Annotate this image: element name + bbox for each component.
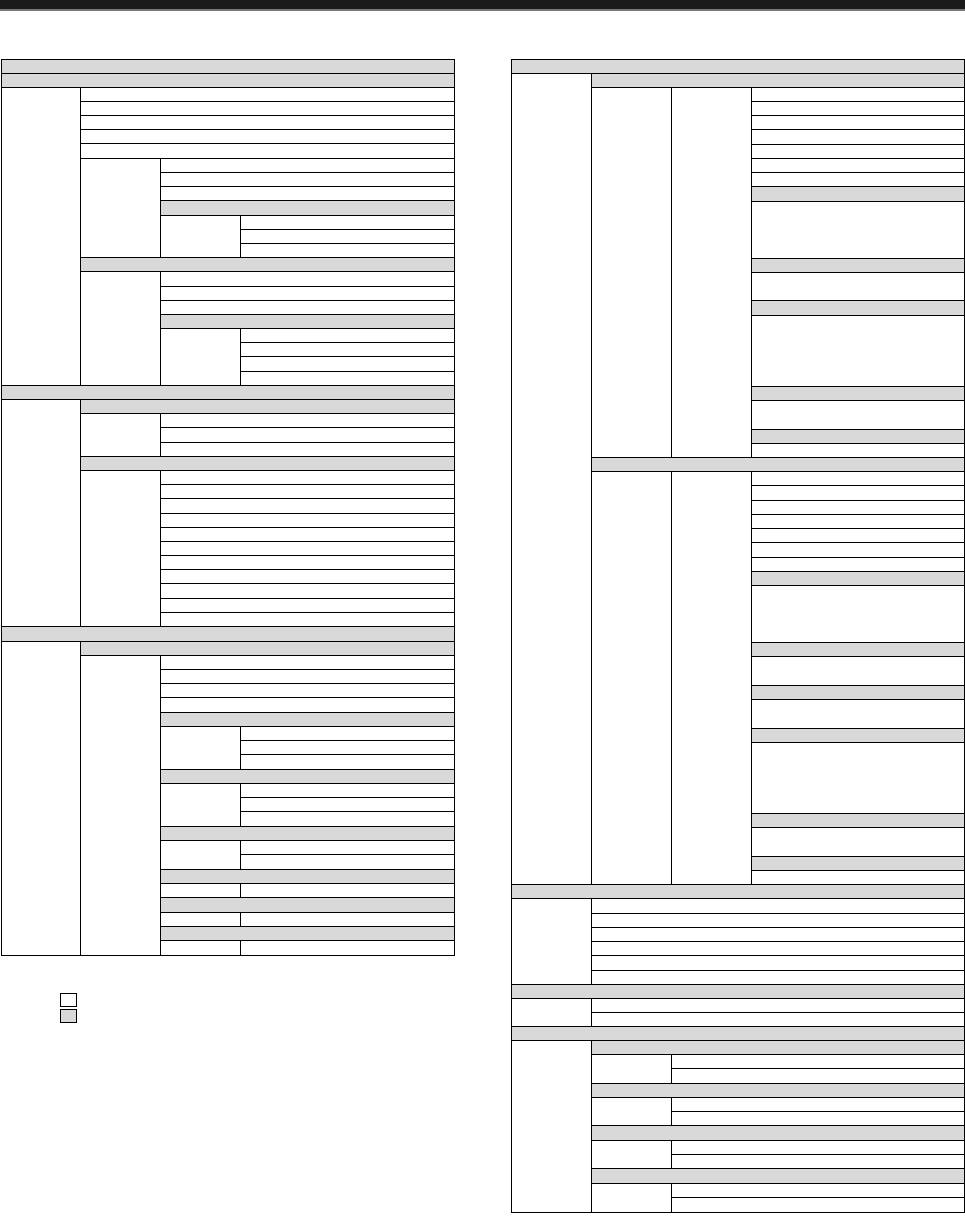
menu-item-row bbox=[240, 754, 455, 770]
menu-header-row bbox=[751, 186, 965, 202]
legend-swatch-header bbox=[60, 1009, 77, 1023]
menu-item-row bbox=[240, 783, 455, 798]
menu-item-row bbox=[160, 300, 455, 315]
menu-group-cell bbox=[1, 399, 81, 627]
menu-header-row bbox=[591, 457, 965, 472]
menu-item-row bbox=[160, 612, 455, 627]
menu-header-row bbox=[751, 571, 965, 586]
menu-item-row bbox=[160, 470, 455, 485]
header-rule bbox=[0, 9, 965, 11]
menu-group-cell bbox=[1, 641, 81, 956]
menu-item-row bbox=[160, 598, 455, 613]
menu-item-row bbox=[80, 115, 455, 130]
menu-item-row bbox=[160, 669, 455, 684]
menu-header-row bbox=[591, 1125, 965, 1141]
menu-item-row bbox=[671, 1140, 965, 1155]
menu-group-cell bbox=[160, 215, 241, 258]
menu-item-row bbox=[160, 513, 455, 528]
menu-item-row bbox=[160, 442, 455, 457]
menu-header-row bbox=[1, 73, 455, 88]
menu-item-row bbox=[160, 427, 455, 443]
menu-header-row bbox=[160, 869, 455, 884]
menu-item-row bbox=[240, 342, 455, 357]
menu-item-row bbox=[80, 87, 455, 102]
menu-item-row bbox=[751, 528, 965, 543]
menu-item-row bbox=[751, 144, 965, 159]
menu-group-cell bbox=[751, 870, 965, 885]
menu-header-row bbox=[80, 257, 455, 272]
menu-header-row bbox=[1, 626, 455, 642]
menu-item-row bbox=[671, 1154, 965, 1169]
menu-header-row bbox=[591, 1083, 965, 1098]
menu-group-cell bbox=[511, 73, 592, 885]
menu-item-row bbox=[751, 115, 965, 130]
menu-item-row bbox=[160, 569, 455, 584]
menu-item-row bbox=[160, 484, 455, 499]
menu-group-cell bbox=[511, 998, 592, 1027]
menu-group-cell bbox=[671, 471, 752, 885]
menu-item-row bbox=[751, 514, 965, 529]
menu-header-row bbox=[160, 712, 455, 727]
menu-item-row bbox=[240, 912, 455, 927]
menu-header-row bbox=[160, 826, 455, 841]
menu-group-cell bbox=[160, 726, 241, 770]
menu-item-row bbox=[671, 1197, 965, 1213]
menu-item-row bbox=[591, 927, 965, 942]
menu-item-row bbox=[160, 286, 455, 301]
menu-item-row bbox=[591, 998, 965, 1013]
menu-header-row bbox=[160, 926, 455, 941]
menu-group-cell bbox=[80, 413, 161, 457]
menu-item-row bbox=[240, 371, 455, 386]
menu-item-row bbox=[240, 797, 455, 812]
menu-group-cell bbox=[160, 940, 241, 956]
menu-item-row bbox=[160, 413, 455, 428]
menu-group-cell bbox=[751, 827, 965, 857]
menu-group-cell bbox=[751, 315, 965, 387]
menu-group-cell bbox=[591, 1140, 672, 1169]
menu-item-row bbox=[240, 883, 455, 898]
menu-item-row bbox=[240, 740, 455, 755]
menu-item-row bbox=[751, 557, 965, 572]
menu-group-cell bbox=[751, 699, 965, 729]
menu-item-row bbox=[671, 1111, 965, 1126]
menu-header-row bbox=[591, 1040, 965, 1055]
menu-item-row bbox=[671, 1068, 965, 1084]
menu-item-row bbox=[160, 186, 455, 201]
menu-header-row bbox=[751, 813, 965, 828]
menu-group-cell bbox=[591, 1097, 672, 1126]
menu-group-cell bbox=[80, 271, 161, 386]
menu-item-row bbox=[160, 498, 455, 514]
menu-header-row bbox=[751, 258, 965, 273]
menu-group-cell bbox=[160, 883, 241, 898]
menu-group-cell bbox=[751, 201, 965, 259]
menu-group-cell bbox=[160, 328, 241, 386]
menu-group-cell bbox=[751, 443, 965, 458]
menu-item-row bbox=[160, 683, 455, 698]
menu-header-row bbox=[511, 984, 965, 999]
menu-group-cell bbox=[591, 1183, 672, 1213]
menu-item-row bbox=[591, 913, 965, 928]
menu-item-row bbox=[240, 840, 455, 855]
menu-item-row bbox=[160, 271, 455, 287]
menu-group-cell bbox=[591, 87, 672, 458]
menu-item-row bbox=[160, 172, 455, 187]
menu-item-row bbox=[160, 555, 455, 570]
menu-header-row bbox=[80, 641, 455, 656]
menu-group-cell bbox=[751, 585, 965, 643]
menu-item-row bbox=[751, 542, 965, 558]
menu-header-row bbox=[80, 399, 455, 414]
menu-item-row bbox=[240, 726, 455, 741]
menu-item-row bbox=[751, 471, 965, 486]
menu-item-row bbox=[240, 811, 455, 827]
menu-item-row bbox=[591, 1012, 965, 1027]
menu-header-row bbox=[751, 856, 965, 871]
legend-swatch-plain bbox=[60, 993, 77, 1007]
menu-item-row bbox=[591, 955, 965, 971]
menu-group-cell bbox=[511, 898, 592, 985]
menu-item-row bbox=[591, 898, 965, 914]
menu-item-row bbox=[751, 101, 965, 116]
menu-header-row bbox=[751, 386, 965, 401]
menu-group-cell bbox=[80, 655, 161, 956]
menu-header-row bbox=[511, 1026, 965, 1041]
menu-header-row bbox=[751, 685, 965, 700]
menu-group-cell bbox=[671, 87, 752, 458]
menu-group-cell bbox=[511, 1040, 592, 1213]
menu-header-row bbox=[751, 642, 965, 657]
menu-item-row bbox=[240, 215, 455, 230]
menu-group-cell bbox=[591, 1054, 672, 1084]
menu-group-cell bbox=[80, 158, 161, 258]
menu-item-row bbox=[240, 940, 455, 956]
menu-group-cell bbox=[751, 272, 965, 301]
menu-header-row bbox=[80, 456, 455, 471]
menu-group-cell bbox=[751, 656, 965, 686]
menu-group-cell bbox=[160, 783, 241, 827]
menu-item-row bbox=[240, 854, 455, 870]
menu-item-row bbox=[671, 1183, 965, 1198]
menu-header-row bbox=[160, 314, 455, 329]
menu-group-cell bbox=[591, 471, 672, 885]
menu-header-row bbox=[511, 884, 965, 899]
menu-item-row bbox=[160, 527, 455, 542]
menu-group-cell bbox=[1, 87, 81, 386]
menu-item-row bbox=[751, 172, 965, 187]
menu-item-row bbox=[160, 697, 455, 713]
menu-item-row bbox=[80, 143, 455, 159]
menu-group-cell bbox=[80, 470, 161, 627]
menu-header-row bbox=[751, 429, 965, 444]
menu-item-row bbox=[160, 541, 455, 556]
menu-group-cell bbox=[751, 400, 965, 430]
menu-item-row bbox=[591, 941, 965, 956]
menu-header-row bbox=[591, 1168, 965, 1184]
menu-item-row bbox=[671, 1054, 965, 1069]
menu-item-row bbox=[751, 485, 965, 501]
menu-header-row bbox=[591, 73, 965, 88]
menu-header-row bbox=[751, 300, 965, 316]
menu-header-row bbox=[1, 59, 455, 74]
menu-item-row bbox=[240, 243, 455, 258]
menu-item-row bbox=[591, 970, 965, 985]
menu-group-cell bbox=[751, 742, 965, 814]
menu-group-cell bbox=[160, 840, 241, 870]
menu-item-row bbox=[751, 158, 965, 173]
menu-header-row bbox=[160, 897, 455, 913]
top-header-band bbox=[0, 0, 965, 9]
menu-item-row bbox=[240, 229, 455, 244]
menu-item-row bbox=[751, 129, 965, 145]
menu-item-row bbox=[80, 101, 455, 116]
menu-header-row bbox=[511, 59, 965, 74]
menu-header-row bbox=[160, 200, 455, 216]
menu-header-row bbox=[1, 385, 455, 400]
menu-item-row bbox=[240, 356, 455, 372]
menu-header-row bbox=[160, 769, 455, 784]
menu-item-row bbox=[751, 500, 965, 515]
menu-item-row bbox=[751, 87, 965, 102]
menu-item-row bbox=[160, 158, 455, 173]
menu-item-row bbox=[671, 1097, 965, 1112]
menu-item-row bbox=[80, 129, 455, 144]
menu-group-cell bbox=[160, 912, 241, 927]
menu-item-row bbox=[240, 328, 455, 343]
menu-header-row bbox=[751, 728, 965, 743]
menu-item-row bbox=[160, 583, 455, 599]
menu-item-row bbox=[160, 655, 455, 670]
